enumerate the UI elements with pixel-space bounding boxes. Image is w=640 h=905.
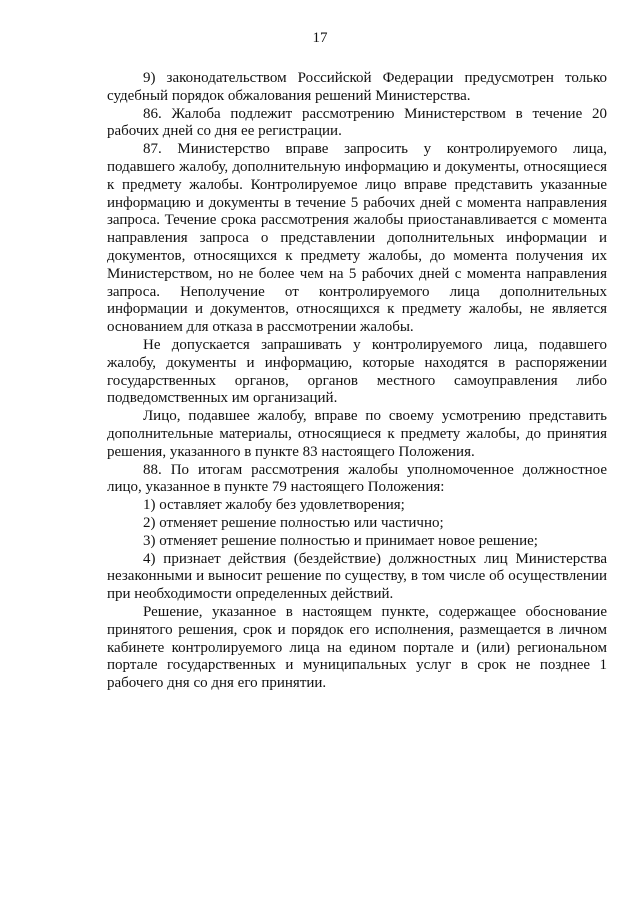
paragraph-additional-materials: Лицо, подавшее жалобу, вправе по своему усмотрению представить дополнительные материалы, относящиеся к предмету жалобы, до принятия решения, указанного в пункте 83 настоящего Положения.	[107, 408, 607, 460]
list-item-2: 2) отменяет решение полностью или частично;	[143, 514, 444, 531]
paragraph-88: 88. По итогам рассмотрения жалобы уполномоченное должностное лицо, указанное в пункте 79 настоящего Положения:	[107, 461, 607, 496]
paragraph-87: 87. Министерство вправе запросить у контролируемого лица, подавшего жалобу, дополнительную информацию и документы, относящиеся к предмету жалобы. Контролируемое лицо вправе представить указанные информацию и документы в течение 5 рабочих дней с момента направления запроса. Течение срока рассмотрения жалобы приостанавливается с момента направления запроса о представлении дополнительных информации и документов, относящихся к предмету жалобы, до момента получения их Министерством, но не более чем на 5 рабочих дней с момента направления запроса. Неполучение от контролируемого лица дополнительных информации и документов, относящихся к предмету жалобы, не является основанием для отказа в рассмотрении жалобы.	[107, 141, 607, 336]
page-number: 17	[312, 30, 328, 46]
paragraph-86: 86. Жалоба подлежит рассмотрению Министерством в течение 20 рабочих дней со дня ее регистрации.	[107, 105, 607, 140]
list-item-4: 4) признает действия (бездействие) должностных лиц Министерства незаконными и выносит решение по существу, в том числе об осуществлении при необходимости определенных действий.	[107, 550, 607, 603]
document-body	[107, 70, 607, 693]
list-item-3: 3) отменяет решение полностью и принимает новое решение;	[143, 532, 538, 549]
paragraph-decision-publication: Решение, указанное в настоящем пункте, содержащее обоснование принятого решения, срок и порядок его исполнения, размещается в личном кабинете контролируемого лица на едином портале и (или) региональном портале государственных и муниципальных услуг в срок не позднее 1 рабочего дня со дня его принятии.	[107, 603, 607, 692]
paragraph-item-9: 9) законодательством Российской Федерации предусмотрен только судебный порядок обжалования решений Министерства.	[107, 70, 607, 104]
list-item-1: 1) оставляет жалобу без удовлетворения;	[143, 497, 405, 514]
paragraph-no-extra-requests: Не допускается запрашивать у контролируемого лица, подавшего жалобу, документы и информацию, которые находятся в распоряжении государственных органов, органов местного самоуправления либо подведомственных им организаций.	[107, 336, 607, 407]
